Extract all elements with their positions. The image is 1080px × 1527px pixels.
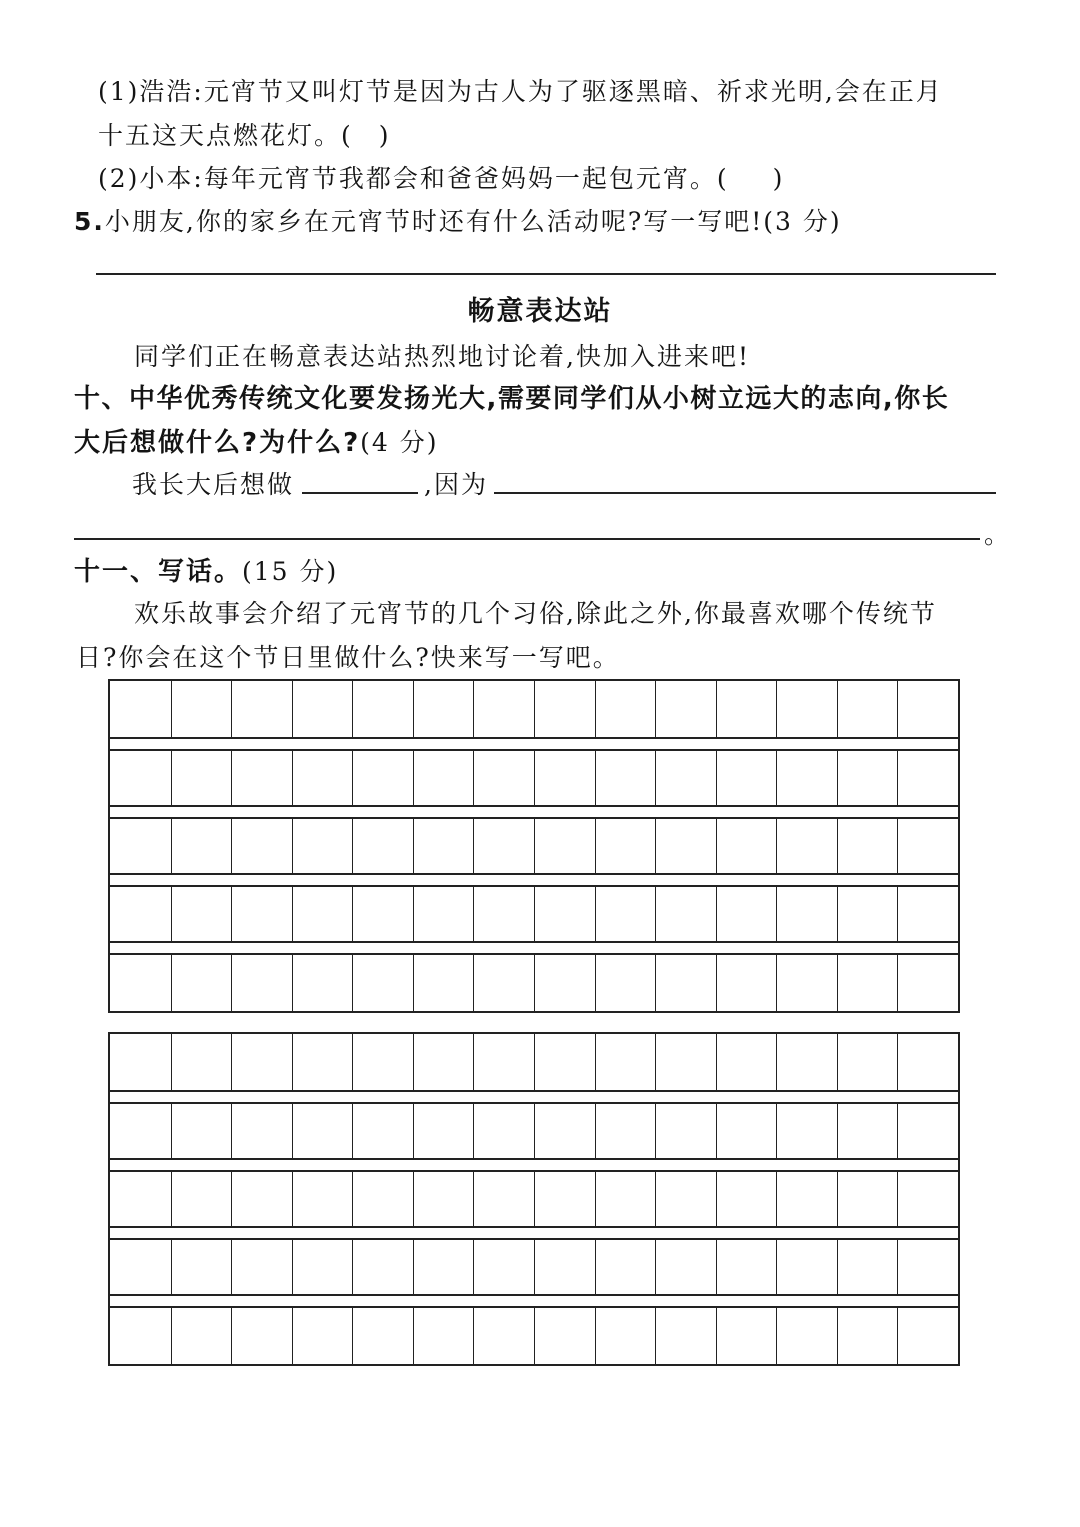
grid-cell-divider xyxy=(231,955,232,1011)
q10-reason-blank-1[interactable] xyxy=(494,492,996,494)
q11-heading-line xyxy=(74,551,338,588)
grid-cell-divider xyxy=(292,1308,293,1364)
q11-heading: 十一、写话。 xyxy=(74,557,243,587)
q11-prompt-line2: 日?你会在这个节日里做什么?快来写一写吧。 xyxy=(76,643,620,672)
grid-cell-divider xyxy=(292,751,293,805)
grid-cell-divider xyxy=(716,819,717,873)
grid-cell-divider xyxy=(655,1104,656,1158)
grid-cell-divider xyxy=(352,1240,353,1294)
grid-cell-divider xyxy=(534,1104,535,1158)
grid-cell-divider xyxy=(473,819,474,873)
grid-cell-divider xyxy=(837,819,838,873)
grid-cell-divider xyxy=(595,751,596,805)
grid-cell-divider xyxy=(897,1172,898,1226)
grid-cell-divider xyxy=(292,1034,293,1090)
q5-number: 5. xyxy=(74,207,105,236)
grid-row[interactable] xyxy=(110,749,958,807)
grid-cell-divider xyxy=(292,681,293,737)
grid-cell-divider xyxy=(897,887,898,941)
grid-cell-divider xyxy=(413,681,414,737)
grid-cell-divider xyxy=(171,819,172,873)
grid-cell-divider xyxy=(292,1172,293,1226)
grid-cell-divider xyxy=(837,681,838,737)
q4-item1-text: 十五这天点燃花灯。( xyxy=(98,121,353,150)
grid-cell-divider xyxy=(776,751,777,805)
grid-cell-divider xyxy=(292,955,293,1011)
grid-cell-divider xyxy=(776,955,777,1011)
grid-cell-divider xyxy=(837,1034,838,1090)
grid-cell-divider xyxy=(413,1034,414,1090)
grid-cell-divider xyxy=(352,887,353,941)
grid-cell-divider xyxy=(776,819,777,873)
grid-cell-divider xyxy=(171,681,172,737)
grid-row[interactable] xyxy=(110,1306,958,1364)
grid-row[interactable] xyxy=(110,817,958,875)
grid-row[interactable] xyxy=(110,1102,958,1160)
grid-row[interactable] xyxy=(110,953,958,1011)
grid-cell-divider xyxy=(776,1104,777,1158)
grid-cell-divider xyxy=(534,819,535,873)
grid-cell-divider xyxy=(595,1104,596,1158)
grid-cell-divider xyxy=(473,1034,474,1090)
grid-cell-divider xyxy=(231,681,232,737)
grid-cell-divider xyxy=(655,1308,656,1364)
grid-cell-divider xyxy=(534,1308,535,1364)
grid-cell-divider xyxy=(897,1308,898,1364)
grid-cell-divider xyxy=(595,681,596,737)
q10-score: (4 分) xyxy=(360,428,439,457)
grid-cell-divider xyxy=(534,955,535,1011)
grid-cell-divider xyxy=(473,887,474,941)
grid-cell-divider xyxy=(231,1308,232,1364)
grid-cell-divider xyxy=(716,955,717,1011)
grid-cell-divider xyxy=(292,1240,293,1294)
grid-cell-divider xyxy=(534,751,535,805)
grid-cell-divider xyxy=(352,819,353,873)
grid-cell-divider xyxy=(595,1034,596,1090)
grid-cell-divider xyxy=(413,1104,414,1158)
q4-item2 xyxy=(98,159,784,195)
grid-cell-divider xyxy=(413,1172,414,1226)
grid-cell-divider xyxy=(837,1308,838,1364)
grid-cell-divider xyxy=(897,819,898,873)
grid-cell-divider xyxy=(171,1104,172,1158)
grid-cell-divider xyxy=(595,819,596,873)
grid-cell-divider xyxy=(655,819,656,873)
grid-cell-divider xyxy=(837,1104,838,1158)
grid-cell-divider xyxy=(595,1240,596,1294)
grid-cell-divider xyxy=(897,1240,898,1294)
grid-cell-divider xyxy=(534,887,535,941)
grid-cell-divider xyxy=(655,1172,656,1226)
grid-cell-divider xyxy=(413,1240,414,1294)
grid-cell-divider xyxy=(534,1240,535,1294)
grid-cell-divider xyxy=(716,1308,717,1364)
q10-line2 xyxy=(74,422,439,459)
grid-row[interactable] xyxy=(110,1034,958,1092)
grid-cell-divider xyxy=(473,1172,474,1226)
grid-cell-divider xyxy=(837,955,838,1011)
grid-cell-divider xyxy=(352,1104,353,1158)
q5-text: 小朋友,你的家乡在元宵节时还有什么活动呢?写一写吧!(3 分) xyxy=(104,207,842,236)
grid-cell-divider xyxy=(231,887,232,941)
grid-row[interactable] xyxy=(110,885,958,943)
grid-cell-divider xyxy=(231,1034,232,1090)
q10-reason-blank-2[interactable] xyxy=(74,538,980,540)
q10-question: 大后想做什么?为什么? xyxy=(74,428,361,458)
grid-cell-divider xyxy=(897,751,898,805)
grid-cell-divider xyxy=(171,1172,172,1226)
grid-cell-divider xyxy=(352,681,353,737)
grid-cell-divider xyxy=(716,751,717,805)
grid-cell-divider xyxy=(897,955,898,1011)
grid-cell-divider xyxy=(473,1104,474,1158)
grid-cell-divider xyxy=(171,1308,172,1364)
q10-line1: 十、中华优秀传统文化要发扬光大,需要同学们从小树立远大的志向,你长 xyxy=(74,384,950,414)
grid-cell-divider xyxy=(655,955,656,1011)
grid-cell-divider xyxy=(171,955,172,1011)
grid-cell-divider xyxy=(837,1172,838,1226)
q11-score: (15 分) xyxy=(242,557,339,586)
grid-cell-divider xyxy=(473,1308,474,1364)
grid-cell-divider xyxy=(352,1034,353,1090)
grid-row[interactable] xyxy=(110,1238,958,1296)
grid-cell-divider xyxy=(655,1240,656,1294)
grid-cell-divider xyxy=(171,1240,172,1294)
q10-job-blank[interactable] xyxy=(302,492,418,494)
grid-cell-divider xyxy=(292,1104,293,1158)
grid-cell-divider xyxy=(716,1034,717,1090)
grid-cell-divider xyxy=(837,1240,838,1294)
q5-question xyxy=(74,202,842,238)
q5-answer-line[interactable] xyxy=(96,273,996,275)
grid-cell-divider xyxy=(655,751,656,805)
grid-cell-divider xyxy=(413,751,414,805)
grid-cell-divider xyxy=(776,1308,777,1364)
grid-cell-divider xyxy=(473,1240,474,1294)
grid-cell-divider xyxy=(473,751,474,805)
grid-cell-divider xyxy=(776,1240,777,1294)
grid-cell-divider xyxy=(595,955,596,1011)
q4-item1-close: ) xyxy=(378,121,391,150)
section-intro: 同学们正在畅意表达站热烈地讨论着,快加入进来吧! xyxy=(134,342,750,371)
grid-cell-divider xyxy=(352,955,353,1011)
grid-cell-divider xyxy=(655,1034,656,1090)
section-title: 畅意表达站 xyxy=(467,296,613,327)
grid-cell-divider xyxy=(716,1104,717,1158)
grid-cell-divider xyxy=(776,1172,777,1226)
grid-cell-divider xyxy=(897,681,898,737)
grid-cell-divider xyxy=(897,1104,898,1158)
grid-cell-divider xyxy=(595,1172,596,1226)
grid-cell-divider xyxy=(231,819,232,873)
grid-cell-divider xyxy=(352,1308,353,1364)
grid-cell-divider xyxy=(716,887,717,941)
grid-cell-divider xyxy=(231,1240,232,1294)
grid-cell-divider xyxy=(292,819,293,873)
grid-cell-divider xyxy=(837,887,838,941)
grid-cell-divider xyxy=(897,1034,898,1090)
writing-grid-block-1[interactable] xyxy=(108,679,960,1013)
grid-cell-divider xyxy=(534,1172,535,1226)
q10-fill-mid: ,因为 xyxy=(424,470,488,499)
grid-cell-divider xyxy=(413,955,414,1011)
grid-cell-divider xyxy=(413,1308,414,1364)
grid-cell-divider xyxy=(837,751,838,805)
grid-cell-divider xyxy=(231,1172,232,1226)
q4-item1-line2 xyxy=(98,116,391,152)
grid-cell-divider xyxy=(352,1172,353,1226)
q4-item2-text: (2)小本:每年元宵节我都会和爸爸妈妈一起包元宵。( xyxy=(98,164,729,193)
grid-cell-divider xyxy=(171,1034,172,1090)
grid-cell-divider xyxy=(776,681,777,737)
grid-cell-divider xyxy=(473,681,474,737)
q4-item2-close: ) xyxy=(772,164,785,193)
grid-row[interactable] xyxy=(110,681,958,739)
grid-cell-divider xyxy=(716,1172,717,1226)
grid-cell-divider xyxy=(413,819,414,873)
grid-cell-divider xyxy=(534,1034,535,1090)
grid-cell-divider xyxy=(716,681,717,737)
grid-cell-divider xyxy=(171,751,172,805)
grid-cell-divider xyxy=(473,955,474,1011)
grid-cell-divider xyxy=(352,751,353,805)
grid-cell-divider xyxy=(292,887,293,941)
grid-cell-divider xyxy=(595,1308,596,1364)
grid-row[interactable] xyxy=(110,1170,958,1228)
grid-cell-divider xyxy=(776,887,777,941)
grid-cell-divider xyxy=(231,1104,232,1158)
grid-cell-divider xyxy=(776,1034,777,1090)
grid-cell-divider xyxy=(171,887,172,941)
grid-cell-divider xyxy=(413,887,414,941)
grid-cell-divider xyxy=(595,887,596,941)
q10-fill-prefix: 我长大后想做 xyxy=(132,470,295,499)
q10-fill-end: 。 xyxy=(984,520,1012,549)
q4-item1-line1: (1)浩浩:元宵节又叫灯节是因为古人为了驱逐黑暗、祈求光明,会在正月 xyxy=(98,77,943,106)
grid-cell-divider xyxy=(231,751,232,805)
q11-prompt-line1: 欢乐故事会介绍了元宵节的几个习俗,除此之外,你最喜欢哪个传统节 xyxy=(134,599,937,628)
grid-cell-divider xyxy=(655,681,656,737)
grid-cell-divider xyxy=(655,887,656,941)
grid-cell-divider xyxy=(534,681,535,737)
grid-cell-divider xyxy=(716,1240,717,1294)
writing-grid-block-2[interactable] xyxy=(108,1032,960,1366)
